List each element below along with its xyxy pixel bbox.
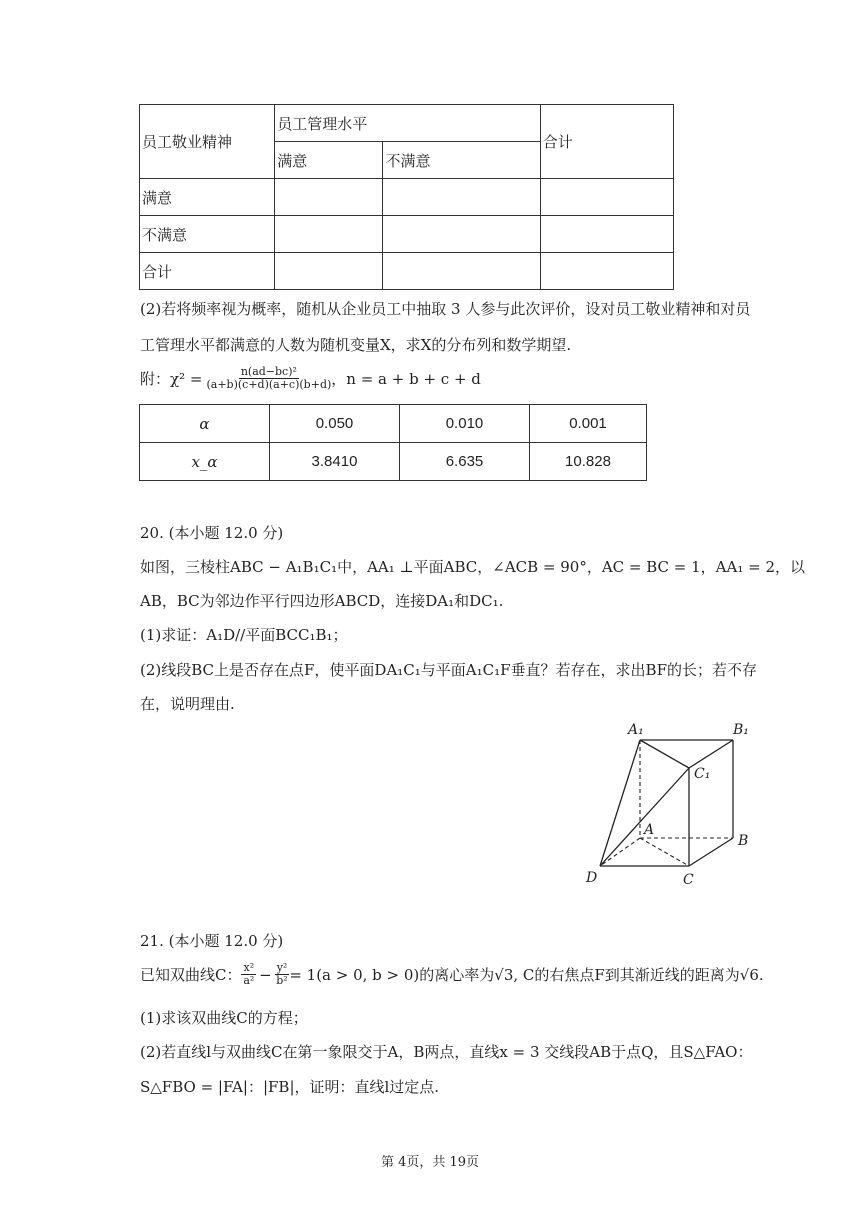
table-row: [140, 443, 647, 481]
q21-part1: (1)求该双曲线C的方程；: [140, 1009, 308, 1027]
table-cell: 0.010: [400, 405, 530, 443]
q21-part2-line2: S△FBO = |FA|：|FB|，证明：直线l过定点.: [140, 1078, 440, 1096]
table-row: [140, 179, 674, 216]
q21-part2-line1: (2)若直线l与双曲线C在第一象限交于A，B两点，直线x = 3 交线段AB于点Q，且S△FAO：: [140, 1043, 753, 1061]
critical-value-table: [139, 404, 647, 481]
subheader-unsatisfied: 不满意: [383, 142, 540, 179]
label-C1: C₁: [694, 766, 711, 782]
label-B1: B₁: [733, 722, 749, 738]
alpha-label: α: [140, 405, 270, 443]
q20-title: 20. (本小题 12.0 分): [140, 524, 284, 542]
table-cell: 0.050: [270, 405, 400, 443]
q19-part2-line2: 工管理水平都满意的人数为随机变量X，求X的分布列和数学期望.: [140, 336, 572, 354]
table-cell: 10.828: [530, 443, 647, 481]
frac-numerator: y²: [276, 961, 288, 974]
q21-line1-prefix: 已知双曲线C：: [140, 966, 242, 984]
subheader-satisfied: 满意: [275, 142, 383, 179]
formula-numerator: n(ad−bc)²: [240, 365, 297, 378]
label-B: B: [738, 833, 749, 849]
hyperbola-x-fraction: [241, 962, 256, 987]
row-label: 不满意: [140, 216, 275, 253]
x-alpha-label: x_α: [140, 443, 270, 481]
q20-part1: (1)求证：A₁D//平面BCC₁B₁；: [140, 626, 348, 644]
q19-part2-line1: (2)若将频率视为概率，随机从企业员工中抽取 3 人参与此次评价，设对员工敬业精神和对员: [140, 300, 751, 318]
header-employee-dedication: 员工敬业精神: [140, 105, 275, 179]
contingency-table: [139, 104, 674, 290]
q21-line1: 已知双曲线C： $\frac{\text{x²}}{\text{a²}}$ − $\frac{\text{y²}}{\text{b²}}$ = 1(a > 0, b > 0)的离心率为√3, C的右焦点F到其渐近线的距离为√6.: [140, 961, 764, 987]
table-cell: 3.8410: [270, 443, 400, 481]
row-label: 满意: [140, 179, 275, 216]
frac-denominator: b²: [276, 974, 288, 987]
table-row: [140, 253, 674, 290]
formula-chi: χ² =: [170, 369, 203, 388]
q20-line1: 如图，三棱柱ABC − A₁B₁C₁中，AA₁ ⊥平面ABC，∠ACB = 90°，AC = BC = 1，AA₁ = 2，以: [140, 558, 806, 576]
frac-numerator: x²: [243, 961, 255, 974]
table-cell: 6.635: [400, 443, 530, 481]
formula-prefix: 附：: [140, 370, 171, 388]
row-label: 合计: [140, 253, 275, 290]
prism-figure: [570, 710, 770, 890]
q21-title: 21. (本小题 12.0 分): [140, 932, 284, 950]
chi-square-formula: [140, 366, 481, 391]
q20-part2-line1: (2)线段BC上是否存在点F，使平面DA₁C₁与平面A₁C₁F垂直？若存在，求出BF的长；若不存: [140, 661, 757, 679]
hyperbola-y-fraction: [275, 962, 290, 987]
q20-part2-line2: 在，说明理由.: [140, 695, 235, 713]
q20-line2: AB，BC为邻边作平行四边形ABCD，连接DA₁和DC₁.: [140, 592, 504, 610]
table-row: [140, 216, 674, 253]
label-D: D: [586, 870, 598, 886]
table-cell: 0.001: [530, 405, 647, 443]
page-footer: 第 4页，共 19页: [380, 1155, 480, 1170]
label-A1: A₁: [628, 722, 644, 738]
label-A: A: [644, 822, 655, 838]
frac-denominator: a²: [243, 974, 255, 987]
formula-tail: ，n = a + b + c + d: [331, 370, 481, 388]
table-row: [140, 405, 647, 443]
formula-fraction: [206, 366, 331, 391]
formula-denominator: (a+b)(c+d)(a+c)(b+d): [206, 378, 332, 391]
label-C: C: [683, 872, 694, 888]
q21-line1-suffix: = 1(a > 0, b > 0)的离心率为√3, C的右焦点F到其渐近线的距离为√6.: [289, 966, 764, 984]
header-management-level: 员工管理水平: [275, 105, 540, 142]
header-total: 合计: [540, 105, 673, 179]
